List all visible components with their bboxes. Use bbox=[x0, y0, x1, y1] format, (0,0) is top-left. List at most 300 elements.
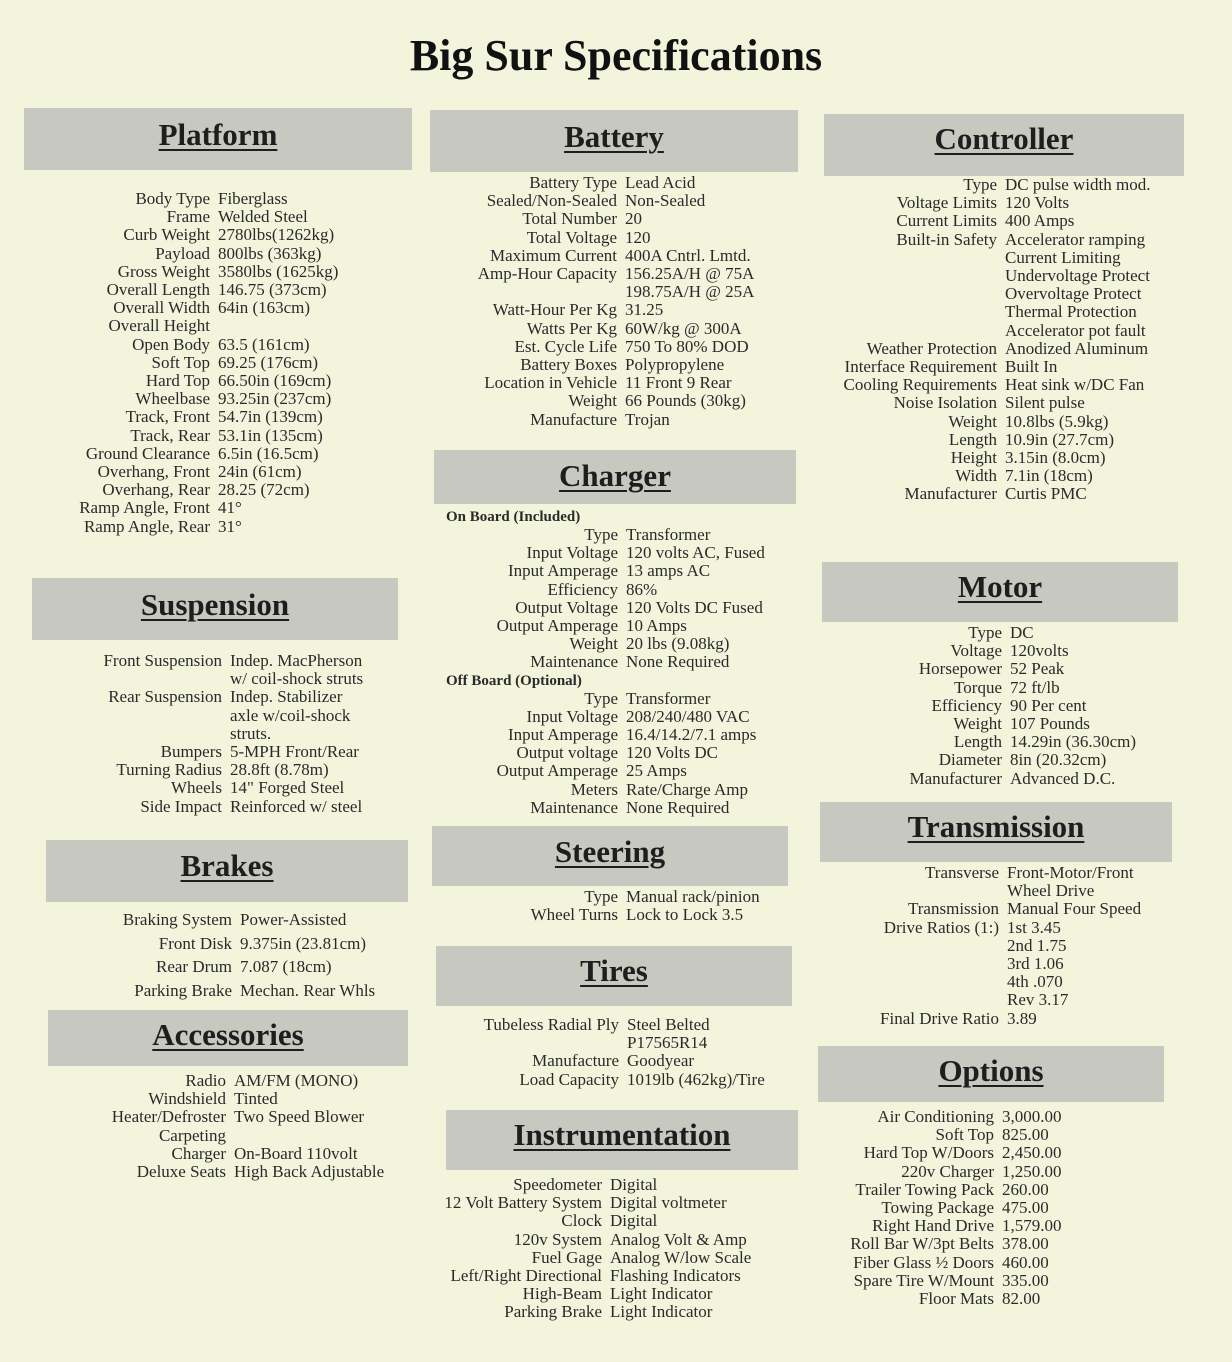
spec-row bbox=[814, 376, 1184, 394]
spec-value: Undervoltage Protect bbox=[1005, 266, 1150, 286]
spec-row bbox=[46, 932, 408, 956]
spec-row bbox=[434, 562, 796, 580]
spec-value: 335.00 bbox=[1002, 1270, 1049, 1290]
spec-row bbox=[430, 320, 798, 338]
spec-label: Noise Isolation bbox=[893, 393, 997, 413]
spec-label: Parking Brake bbox=[504, 1302, 602, 1322]
instrumentation-section bbox=[446, 1110, 798, 1322]
spec-value: 5-MPH Front/Rear bbox=[230, 742, 359, 762]
spec-row bbox=[434, 653, 796, 671]
motor-section bbox=[822, 562, 1178, 788]
spec-row bbox=[818, 1126, 1164, 1144]
spec-label: Input Amperage bbox=[508, 725, 618, 745]
spec-label: Hard Top bbox=[145, 371, 210, 391]
spec-row bbox=[430, 192, 798, 210]
spec-row bbox=[24, 317, 412, 335]
spec-row bbox=[814, 358, 1184, 376]
spec-row bbox=[818, 1217, 1164, 1235]
spec-row bbox=[430, 411, 798, 429]
charger-offboard-subheading: Off Board (Optional) bbox=[446, 672, 582, 689]
spec-row bbox=[430, 338, 798, 356]
spec-row bbox=[822, 624, 1178, 642]
spec-value: Transformer bbox=[626, 525, 711, 544]
spec-label: Length bbox=[948, 429, 997, 449]
charger-heading: Charger bbox=[434, 450, 796, 504]
controller-section bbox=[824, 114, 1184, 504]
spec-row bbox=[814, 340, 1184, 358]
spec-value: Power-Assisted bbox=[240, 910, 347, 929]
charger-section bbox=[434, 450, 796, 817]
spec-row bbox=[24, 281, 412, 299]
spec-row bbox=[818, 1272, 1164, 1290]
spec-label: Built-in Safety bbox=[896, 229, 997, 249]
spec-value: 120 Volts bbox=[1005, 193, 1070, 213]
spec-label: Est. Cycle Life bbox=[514, 336, 617, 356]
spec-label bbox=[814, 322, 1005, 340]
spec-label: Open Body bbox=[132, 334, 210, 354]
steering-heading: Steering bbox=[432, 826, 788, 886]
spec-value: 120 Volts DC bbox=[626, 743, 718, 763]
spec-label bbox=[820, 991, 1007, 1009]
spec-label: Output Voltage bbox=[515, 597, 618, 617]
spec-value: 64in (163cm) bbox=[218, 298, 311, 318]
spec-label: Roll Bar W/3pt Belts bbox=[850, 1234, 994, 1254]
spec-value: Current Limiting bbox=[1005, 247, 1121, 267]
spec-value: 52 Peak bbox=[1010, 659, 1065, 679]
spec-value: Polypropylene bbox=[625, 355, 725, 375]
spec-label: Trailer Towing Pack bbox=[855, 1179, 994, 1199]
spec-row bbox=[436, 1052, 792, 1070]
spec-row bbox=[430, 392, 798, 410]
spec-label: Weight bbox=[569, 634, 618, 654]
spec-row bbox=[434, 708, 796, 726]
spec-label: Horsepower bbox=[918, 659, 1002, 679]
spec-row bbox=[432, 1176, 798, 1194]
spec-label: Overhang, Front bbox=[97, 462, 210, 482]
spec-label: Torque bbox=[954, 677, 1002, 697]
spec-value: Silent pulse bbox=[1005, 393, 1085, 413]
spec-row bbox=[814, 413, 1184, 431]
spec-value: Accelerator pot fault bbox=[1005, 320, 1146, 340]
spec-label: Weight bbox=[948, 411, 997, 431]
spec-value: 156.25A/H @ 75A bbox=[625, 264, 755, 284]
spec-row bbox=[432, 1231, 798, 1249]
spec-row bbox=[814, 285, 1184, 303]
spec-label: Maintenance bbox=[530, 797, 618, 817]
spec-row bbox=[822, 642, 1178, 660]
spec-row bbox=[24, 263, 412, 281]
spec-value: 82.00 bbox=[1002, 1289, 1041, 1309]
spec-label: Length bbox=[953, 732, 1002, 752]
spec-row bbox=[32, 688, 398, 706]
spec-row bbox=[434, 744, 796, 762]
spec-value: 7.1in (18cm) bbox=[1005, 466, 1093, 486]
spec-row bbox=[820, 864, 1172, 882]
spec-value: 750 To 80% DOD bbox=[625, 336, 749, 356]
spec-label: Overhang, Rear bbox=[102, 480, 210, 500]
transmission-rows bbox=[820, 864, 1172, 1028]
spec-value: 72 ft/lb bbox=[1010, 677, 1060, 697]
spec-value: Lead Acid bbox=[625, 173, 696, 192]
spec-value: 3.15in (8.0cm) bbox=[1005, 448, 1106, 468]
spec-value: Advanced D.C. bbox=[1010, 768, 1116, 788]
spec-label: Interface Requirement bbox=[844, 357, 997, 377]
spec-label: Track, Rear bbox=[130, 425, 210, 445]
spec-row bbox=[430, 356, 798, 374]
spec-row bbox=[822, 770, 1178, 788]
spec-value: Trojan bbox=[625, 409, 670, 429]
spec-label bbox=[814, 249, 1005, 267]
spec-value: Front-Motor/Front bbox=[1007, 863, 1134, 882]
spec-label: Final Drive Ratio bbox=[880, 1008, 999, 1028]
brakes-section bbox=[46, 840, 408, 1002]
spec-value: Manual rack/pinion bbox=[626, 887, 760, 906]
spec-value: 9.375in (23.81cm) bbox=[240, 933, 367, 953]
spec-row bbox=[32, 798, 398, 816]
spec-value: 120 bbox=[625, 227, 651, 247]
tires-heading: Tires bbox=[436, 946, 792, 1006]
spec-row bbox=[32, 670, 398, 688]
spec-label: Right Hand Drive bbox=[872, 1216, 994, 1236]
spec-label: Parking Brake bbox=[134, 980, 232, 1000]
spec-row bbox=[24, 354, 412, 372]
spec-value: Light Indicator bbox=[610, 1302, 713, 1322]
spec-label: Input Voltage bbox=[526, 543, 618, 563]
spec-label: Battery Boxes bbox=[520, 355, 617, 375]
spec-value: None Required bbox=[626, 797, 730, 817]
spec-label: Input Amperage bbox=[508, 561, 618, 581]
spec-row bbox=[430, 229, 798, 247]
spec-label: Manufacture bbox=[532, 1051, 619, 1071]
spec-row bbox=[48, 1163, 408, 1181]
spec-row bbox=[814, 467, 1184, 485]
spec-label: Ramp Angle, Front bbox=[79, 498, 210, 518]
spec-row bbox=[822, 751, 1178, 769]
spec-value: 475.00 bbox=[1002, 1198, 1049, 1218]
spec-label: Front Suspension bbox=[103, 651, 222, 670]
spec-row bbox=[24, 299, 412, 317]
spec-row bbox=[24, 226, 412, 244]
accessories-section bbox=[48, 1010, 408, 1181]
spec-label: Type bbox=[968, 623, 1002, 642]
spec-row bbox=[822, 715, 1178, 733]
spec-row bbox=[814, 431, 1184, 449]
spec-label: Type bbox=[584, 887, 618, 906]
spec-label: Side Impact bbox=[140, 796, 222, 816]
spec-row bbox=[32, 743, 398, 761]
tires-section bbox=[436, 946, 792, 1089]
spec-label: Transmission bbox=[907, 899, 999, 919]
spec-row bbox=[822, 697, 1178, 715]
spec-row bbox=[814, 212, 1184, 230]
spec-label: Wheels bbox=[171, 778, 222, 798]
spec-row bbox=[822, 733, 1178, 751]
spec-row bbox=[818, 1144, 1164, 1162]
spec-label: Manufacturer bbox=[904, 484, 997, 504]
spec-value: Lock to Lock 3.5 bbox=[626, 905, 744, 925]
spec-row bbox=[432, 1285, 798, 1303]
spec-label: Spare Tire W/Mount bbox=[853, 1270, 994, 1290]
spec-value: Curtis PMC bbox=[1005, 484, 1087, 504]
spec-row bbox=[436, 1034, 792, 1052]
spec-value: 1,579.00 bbox=[1002, 1216, 1062, 1236]
battery-section bbox=[430, 110, 798, 429]
spec-label: Location in Vehicle bbox=[484, 373, 617, 393]
spec-value: 20 lbs (9.08kg) bbox=[626, 634, 730, 654]
spec-label bbox=[32, 725, 230, 743]
spec-label: Fuel Gage bbox=[531, 1247, 602, 1267]
spec-row bbox=[818, 1181, 1164, 1199]
spec-value: 146.75 (373cm) bbox=[218, 280, 327, 300]
spec-value: Light Indicator bbox=[610, 1284, 713, 1304]
spec-row bbox=[822, 679, 1178, 697]
spec-label: Type bbox=[963, 175, 997, 194]
spec-value: 10.9in (27.7cm) bbox=[1005, 429, 1115, 449]
spec-row bbox=[818, 1163, 1164, 1181]
spec-label bbox=[430, 283, 625, 301]
spec-label: Body Type bbox=[135, 189, 210, 208]
spec-value: 208/240/480 VAC bbox=[626, 706, 750, 726]
spec-row bbox=[434, 581, 796, 599]
spec-row bbox=[820, 882, 1172, 900]
spec-value: 69.25 (176cm) bbox=[218, 352, 319, 372]
spec-value: 1st 3.45 bbox=[1007, 917, 1061, 937]
spec-label: Tubeless Radial Ply bbox=[483, 1015, 619, 1034]
spec-value: 198.75A/H @ 25A bbox=[625, 282, 755, 302]
spec-row bbox=[32, 779, 398, 797]
spec-row bbox=[46, 955, 408, 979]
spec-row bbox=[24, 190, 412, 208]
spec-value: Non-Sealed bbox=[625, 191, 706, 211]
spec-label: Total Number bbox=[522, 209, 617, 229]
spec-label: Air Conditioning bbox=[877, 1107, 994, 1126]
spec-value: 54.7in (139cm) bbox=[218, 407, 323, 427]
spec-row bbox=[430, 174, 798, 192]
spec-row bbox=[24, 427, 412, 445]
spec-row bbox=[48, 1090, 408, 1108]
controller-rows bbox=[814, 176, 1184, 504]
spec-value: Reinforced w/ steel bbox=[230, 796, 363, 816]
spec-value: 66 Pounds (30kg) bbox=[625, 391, 746, 411]
spec-label: Braking System bbox=[122, 910, 232, 929]
spec-row bbox=[24, 390, 412, 408]
spec-label: Efficiency bbox=[931, 695, 1002, 715]
spec-label: Current Limits bbox=[896, 211, 997, 231]
spec-row bbox=[818, 1290, 1164, 1308]
spec-row bbox=[32, 652, 398, 670]
spec-value: Fiberglass bbox=[218, 189, 288, 208]
battery-heading: Battery bbox=[430, 110, 798, 172]
spec-row bbox=[814, 231, 1184, 249]
spec-value: Tinted bbox=[234, 1089, 278, 1109]
spec-value: 260.00 bbox=[1002, 1179, 1049, 1199]
spec-label: Hard Top W/Doors bbox=[863, 1143, 994, 1163]
spec-row bbox=[24, 463, 412, 481]
spec-label: Diameter bbox=[938, 750, 1002, 770]
spec-value: AM/FM (MONO) bbox=[234, 1071, 359, 1090]
spec-label: Watt-Hour Per Kg bbox=[492, 300, 617, 320]
spec-label bbox=[32, 707, 230, 725]
spec-value: Anodized Aluminum bbox=[1005, 338, 1149, 358]
spec-value: Rev 3.17 bbox=[1007, 990, 1069, 1010]
spec-label: Manufacturer bbox=[909, 768, 1002, 788]
spec-row bbox=[32, 725, 398, 743]
transmission-heading: Transmission bbox=[820, 802, 1172, 862]
spec-row bbox=[24, 372, 412, 390]
brakes-rows bbox=[46, 908, 408, 1002]
platform-rows bbox=[24, 190, 412, 536]
spec-value: struts. bbox=[230, 723, 272, 743]
spec-row bbox=[430, 301, 798, 319]
spec-value: Heat sink w/DC Fan bbox=[1005, 375, 1145, 395]
spec-row bbox=[434, 526, 796, 544]
spec-label: Curb Weight bbox=[123, 225, 210, 245]
spec-value: 3,000.00 bbox=[1002, 1107, 1062, 1126]
spec-row bbox=[48, 1145, 408, 1163]
motor-rows bbox=[822, 624, 1178, 788]
spec-row bbox=[434, 635, 796, 653]
spec-row bbox=[434, 799, 796, 817]
instrumentation-rows bbox=[432, 1176, 798, 1322]
spec-row bbox=[432, 888, 788, 906]
spec-row bbox=[818, 1254, 1164, 1272]
spec-row bbox=[46, 979, 408, 1003]
spec-label: 12 Volt Battery System bbox=[444, 1193, 602, 1213]
spec-value: 24in (61cm) bbox=[218, 462, 302, 482]
charger-onboard-rows bbox=[434, 526, 796, 672]
spec-row bbox=[430, 283, 798, 301]
spec-value: 2,450.00 bbox=[1002, 1143, 1062, 1163]
steering-section bbox=[432, 826, 788, 924]
spec-row bbox=[820, 991, 1172, 1009]
spec-value: 3.89 bbox=[1007, 1008, 1037, 1028]
options-heading: Options bbox=[818, 1046, 1164, 1102]
steering-rows bbox=[432, 888, 788, 924]
spec-label: Frame bbox=[166, 207, 210, 227]
page-title: Big Sur Specifications bbox=[409, 31, 823, 80]
spec-label: Type bbox=[584, 688, 618, 708]
spec-label: High-Beam bbox=[522, 1284, 602, 1304]
spec-value: 31° bbox=[218, 516, 242, 536]
spec-label: Rear Suspension bbox=[108, 687, 222, 707]
spec-row bbox=[434, 544, 796, 562]
spec-label: Deluxe Seats bbox=[136, 1162, 226, 1182]
spec-label: Weight bbox=[953, 714, 1002, 734]
spec-value: 63.5 (161cm) bbox=[218, 334, 310, 354]
spec-value: 25 Amps bbox=[626, 761, 687, 781]
spec-row bbox=[24, 336, 412, 354]
spec-label: Load Capacity bbox=[519, 1069, 619, 1089]
spec-label: Clock bbox=[561, 1211, 602, 1231]
spec-row bbox=[432, 1194, 798, 1212]
spec-label: Width bbox=[955, 466, 997, 486]
spec-value: 120 Volts DC Fused bbox=[626, 597, 763, 617]
spec-row bbox=[814, 485, 1184, 503]
spec-value: Goodyear bbox=[627, 1051, 695, 1071]
spec-row bbox=[430, 247, 798, 265]
battery-rows bbox=[430, 174, 798, 429]
spec-row bbox=[24, 499, 412, 517]
spec-value: 4th .070 bbox=[1007, 972, 1063, 992]
spec-label bbox=[436, 1034, 627, 1052]
spec-row bbox=[48, 1127, 408, 1145]
spec-row bbox=[434, 726, 796, 744]
spec-label: Output voltage bbox=[516, 743, 618, 763]
spec-value: Digital voltmeter bbox=[610, 1193, 727, 1213]
spec-label: Speedometer bbox=[513, 1175, 602, 1194]
spec-row bbox=[24, 518, 412, 536]
spec-label: Weight bbox=[568, 391, 617, 411]
spec-row bbox=[24, 481, 412, 499]
spec-label: Battery Type bbox=[529, 173, 617, 192]
spec-value: P17565R14 bbox=[627, 1033, 708, 1053]
spec-value: Indep. MacPherson bbox=[230, 651, 363, 670]
spec-label: Wheelbase bbox=[135, 389, 210, 409]
spec-value: 13 amps AC bbox=[626, 561, 711, 581]
spec-value: 2nd 1.75 bbox=[1007, 935, 1067, 955]
spec-value: 800lbs (363kg) bbox=[218, 243, 322, 263]
spec-value: 31.25 bbox=[625, 300, 664, 320]
spec-row bbox=[48, 1072, 408, 1090]
spec-value: 8in (20.32cm) bbox=[1010, 750, 1107, 770]
spec-row bbox=[822, 660, 1178, 678]
spec-row bbox=[820, 955, 1172, 973]
spec-value: 41° bbox=[218, 498, 242, 518]
spec-row bbox=[818, 1235, 1164, 1253]
spec-row bbox=[434, 617, 796, 635]
spec-label: Soft Top bbox=[151, 352, 210, 372]
spec-value: Indep. Stabilizer bbox=[230, 687, 343, 707]
spec-value: 14" Forged Steel bbox=[230, 778, 345, 798]
spec-row bbox=[814, 394, 1184, 412]
spec-row bbox=[814, 194, 1184, 212]
spec-row bbox=[24, 208, 412, 226]
spec-value: Analog Volt & Amp bbox=[610, 1229, 747, 1249]
options-rows bbox=[818, 1108, 1164, 1308]
spec-value: Digital bbox=[610, 1175, 658, 1194]
spec-value: 460.00 bbox=[1002, 1252, 1049, 1272]
spec-value: 825.00 bbox=[1002, 1125, 1049, 1145]
spec-row bbox=[814, 303, 1184, 321]
spec-label: Maximum Current bbox=[489, 245, 617, 265]
spec-row bbox=[434, 762, 796, 780]
spec-row bbox=[432, 1267, 798, 1285]
accessories-rows bbox=[48, 1072, 408, 1181]
spec-label: Manufacture bbox=[530, 409, 617, 429]
spec-row bbox=[32, 761, 398, 779]
tires-rows bbox=[436, 1016, 792, 1089]
platform-heading: Platform bbox=[24, 108, 412, 170]
spec-value: Accelerator ramping bbox=[1005, 229, 1146, 249]
spec-row bbox=[436, 1016, 792, 1034]
spec-label bbox=[814, 267, 1005, 285]
spec-label: Output Amperage bbox=[496, 761, 618, 781]
spec-value: 400 Amps bbox=[1005, 211, 1075, 231]
spec-value: 93.25in (237cm) bbox=[218, 389, 332, 409]
spec-row bbox=[430, 265, 798, 283]
options-section bbox=[818, 1046, 1164, 1308]
spec-label: Watts Per Kg bbox=[526, 318, 617, 338]
spec-label: 220v Charger bbox=[901, 1161, 994, 1181]
spec-value: Mechan. Rear Whls bbox=[240, 980, 376, 1000]
spec-label: Charger bbox=[171, 1143, 226, 1163]
spec-row bbox=[814, 176, 1184, 194]
charger-onboard-subheading: On Board (Included) bbox=[446, 509, 581, 525]
spec-row bbox=[432, 1249, 798, 1267]
spec-row bbox=[434, 781, 796, 799]
spec-row bbox=[430, 210, 798, 228]
brakes-heading: Brakes bbox=[46, 840, 408, 902]
